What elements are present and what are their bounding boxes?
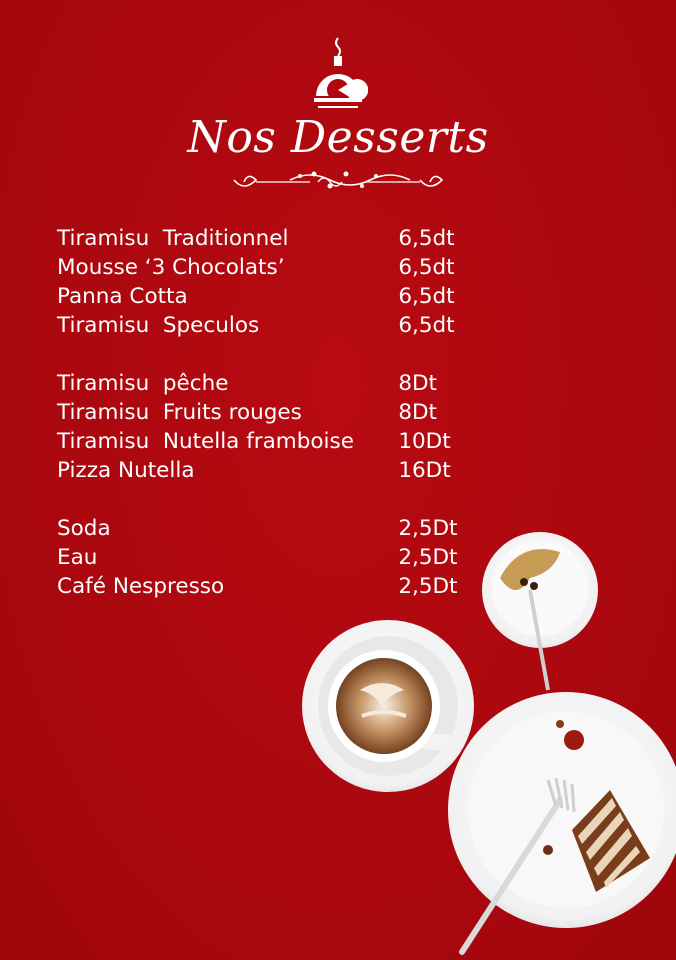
menu-item-price: 2,5Dt xyxy=(398,516,458,541)
coffee-cup-image xyxy=(302,620,474,792)
menu-item-price: 6,5dt xyxy=(398,284,455,309)
menu-item-name: Eau xyxy=(57,545,98,570)
menu-item-price: 6,5dt xyxy=(398,255,455,280)
menu-item-name: Pizza Nutella xyxy=(57,458,195,483)
menu-item-name: Panna Cotta xyxy=(57,284,188,309)
menu-item-name: Tiramisu Speculos xyxy=(57,313,260,338)
menu-item-name: Mousse ‘3 Chocolats’ xyxy=(57,255,285,280)
menu-item-price: 8Dt xyxy=(398,400,437,425)
menu-item-price: 2,5Dt xyxy=(398,574,458,599)
menu-item-price: 10Dt xyxy=(398,429,451,454)
sugar-bowl-image xyxy=(482,532,598,690)
menu-item-name: Tiramisu pêche xyxy=(57,371,229,396)
menu-item-name: Café Nespresso xyxy=(57,574,225,599)
menu-item-price: 2,5Dt xyxy=(398,545,458,570)
menu-item-price: 6,5dt xyxy=(398,226,455,251)
cake-plate-image xyxy=(448,692,676,952)
menu-item-name: Tiramisu Nutella framboise xyxy=(57,429,354,454)
menu-item-name: Tiramisu Fruits rouges xyxy=(57,400,302,425)
menu-item-name: Soda xyxy=(57,516,111,541)
menu-item-price: 6,5dt xyxy=(398,313,455,338)
page-title: Nos Desserts xyxy=(187,112,489,163)
menu-item-price: 16Dt xyxy=(398,458,451,483)
menu-item-price: 8Dt xyxy=(398,371,437,396)
menu-item-name: Tiramisu Traditionnel xyxy=(57,226,289,251)
